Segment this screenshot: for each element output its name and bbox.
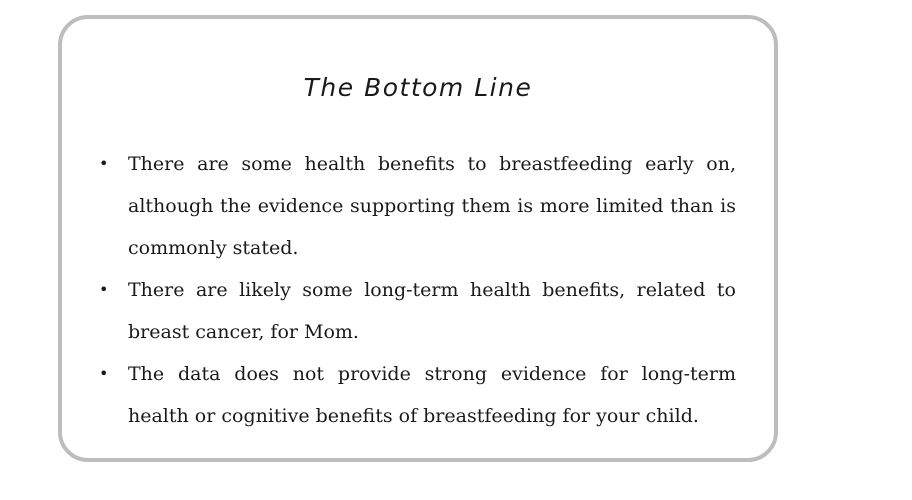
list-item — [99, 143, 736, 269]
bullet-icon: • — [99, 364, 109, 383]
list-item — [99, 353, 736, 437]
list-item — [99, 269, 736, 353]
list-item-text: There are likely some long-term health benefits, related to breast cancer, for Mom. — [128, 279, 736, 343]
bullet-icon: • — [99, 154, 109, 173]
list-item-text: There are some health benefits to breastfeeding early on, although the evidence supporting them is more limited than is commonly stated. — [128, 153, 736, 259]
list-item-text: The data does not provide strong evidence for long-term health or cognitive benefits of breastfeeding for your child. — [128, 363, 736, 427]
bottom-line-callout — [58, 15, 778, 462]
callout-title: The Bottom Line — [303, 73, 533, 102]
bullet-list — [99, 143, 736, 437]
bullet-icon: • — [99, 280, 109, 299]
